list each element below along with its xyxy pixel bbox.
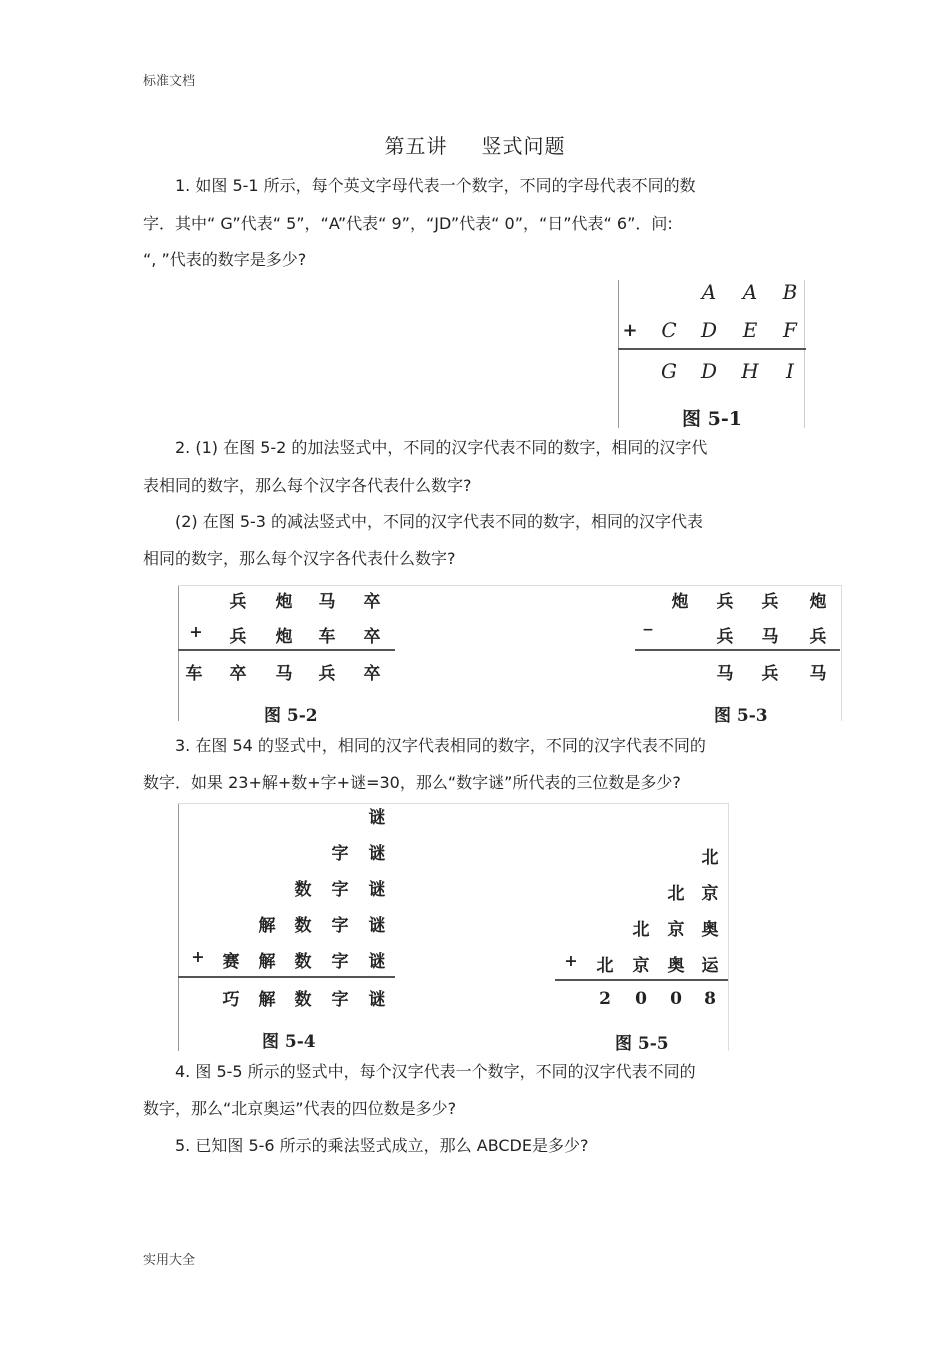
digit-cell: E xyxy=(742,318,758,342)
char-cell: 奥 xyxy=(667,956,685,976)
figure-border-right xyxy=(728,803,729,1051)
char-cell: 炮 xyxy=(275,627,293,647)
figure-border-left xyxy=(178,803,179,1051)
char-cell: 巧 xyxy=(222,990,240,1010)
char-cell: 数 xyxy=(294,952,312,972)
digit-cell: D xyxy=(700,359,718,383)
char-cell: 京 xyxy=(701,884,719,904)
problem-2-line-4: 相同的数字，那么每个汉字各代表什么数字? xyxy=(143,549,456,568)
char-cell: 炮 xyxy=(671,592,689,612)
plus-sign: + xyxy=(191,947,205,966)
figure-border-left xyxy=(178,585,179,721)
figure-5-2-5-3 xyxy=(178,585,842,726)
char-cell: 数 xyxy=(294,880,312,900)
figure-caption: 图 5-4 xyxy=(262,1032,316,1052)
digit-cell: I xyxy=(786,359,794,383)
figure-border-right xyxy=(841,585,842,721)
digit-cell: 0 xyxy=(635,989,647,1009)
figure-5-4-5-5 xyxy=(178,803,729,1054)
digit-cell: A xyxy=(701,280,717,304)
plus-sign: + xyxy=(564,951,578,970)
figure-border-top xyxy=(178,803,729,804)
page-title xyxy=(0,130,950,159)
char-cell: 兵 xyxy=(761,664,779,684)
minus-sign: − xyxy=(642,622,654,638)
char-cell: 京 xyxy=(632,956,650,976)
problem-4-line-1: 4. 图 5-5 所示的竖式中，每个汉字代表一个数字，不同的汉字代表不同的 xyxy=(175,1062,696,1081)
difference-line xyxy=(635,649,840,651)
char-cell: 卒 xyxy=(363,627,381,647)
char-cell: 字 xyxy=(331,990,349,1010)
digit-cell: G xyxy=(661,359,677,383)
problem-2-line-1: 2. (1) 在图 5-2 的加法竖式中，不同的汉字代表不同的数字，相同的汉字代 xyxy=(175,438,708,457)
char-cell: 马 xyxy=(809,664,827,684)
digit-cell: 2 xyxy=(599,989,611,1009)
char-cell: 兵 xyxy=(809,627,827,647)
char-cell: 炮 xyxy=(809,592,827,612)
problem-3-line-1: 3. 在图 54 的竖式中，相同的汉字代表相同的数字，不同的汉字代表不同的 xyxy=(175,736,706,755)
problem-5-line-1: 5. 已知图 5-6 所示的乘法竖式成立，那么 ABCDE是多少? xyxy=(175,1136,589,1155)
sum-line xyxy=(178,649,395,651)
char-cell: 字 xyxy=(331,844,349,864)
problem-3-line-2: 数字．如果 23+解+数+字+谜=30，那么“数字谜”所代表的三位数是多少? xyxy=(143,773,681,792)
char-cell: 解 xyxy=(258,916,276,936)
figure-caption: 图 5-1 xyxy=(682,408,742,430)
char-cell: 字 xyxy=(331,916,349,936)
char-cell: 京 xyxy=(667,920,685,940)
char-cell: 解 xyxy=(258,952,276,972)
char-cell: 北 xyxy=(632,920,650,940)
char-cell: 运 xyxy=(701,956,719,976)
figure-caption: 图 5-3 xyxy=(714,706,768,726)
char-cell: 北 xyxy=(667,884,685,904)
figure-border-top xyxy=(178,585,842,586)
figure-5-1 xyxy=(618,280,806,428)
figure-caption: 图 5-2 xyxy=(264,706,318,726)
title-part2: 竖式问题 xyxy=(481,134,566,158)
sum-line xyxy=(178,976,395,978)
char-cell: 数 xyxy=(294,990,312,1010)
char-cell: 车 xyxy=(318,627,336,647)
digit-cell: B xyxy=(782,280,798,304)
char-cell: 炮 xyxy=(275,592,293,612)
char-cell: 兵 xyxy=(229,627,247,647)
char-cell: 马 xyxy=(716,664,734,684)
char-cell: 兵 xyxy=(761,592,779,612)
page-header: 标准文档 xyxy=(143,74,196,89)
digit-cell: C xyxy=(661,318,677,342)
char-cell: 卒 xyxy=(363,664,381,684)
char-cell: 卒 xyxy=(363,592,381,612)
char-cell: 车 xyxy=(185,664,203,684)
char-cell: 马 xyxy=(318,592,336,612)
char-cell: 兵 xyxy=(229,592,247,612)
problem-2-line-3: (2) 在图 5-3 的减法竖式中，不同的汉字代表不同的数字，相同的汉字代表 xyxy=(175,512,704,531)
figure-caption: 图 5-5 xyxy=(615,1034,669,1054)
problem-1-line-1: 1. 如图 5-1 所示，每个英文字母代表一个数字，不同的字母代表不同的数 xyxy=(175,176,696,195)
problem-1-line-3: “, ”代表的数字是多少? xyxy=(143,250,307,269)
sum-line xyxy=(618,348,806,350)
char-cell: 谜 xyxy=(368,844,386,864)
char-cell: 兵 xyxy=(716,592,734,612)
problem-1-line-2: 字．其中“ G”代表“ 5”，“A”代表“ 9”，“JD”代表“ 0”，“日”代表“ 6”．问: xyxy=(143,214,673,233)
char-cell: 赛 xyxy=(222,952,240,972)
problem-2-line-2: 表相同的数字，那么每个汉字各代表什么数字? xyxy=(143,476,472,495)
char-cell: 奥 xyxy=(701,920,719,940)
char-cell: 谜 xyxy=(368,952,386,972)
char-cell: 兵 xyxy=(318,664,336,684)
char-cell: 字 xyxy=(331,952,349,972)
char-cell: 马 xyxy=(275,664,293,684)
char-cell: 谜 xyxy=(368,808,386,828)
char-cell: 卒 xyxy=(229,664,247,684)
digit-cell: D xyxy=(700,318,718,342)
plus-sign: + xyxy=(622,320,638,341)
char-cell: 兵 xyxy=(716,627,734,647)
page-footer: 实用大全 xyxy=(143,1253,196,1268)
char-cell: 字 xyxy=(331,880,349,900)
char-cell: 解 xyxy=(258,990,276,1010)
char-cell: 数 xyxy=(294,916,312,936)
problem-4-line-2: 数字，那么“北京奥运”代表的四位数是多少? xyxy=(143,1099,457,1118)
char-cell: 北 xyxy=(596,956,614,976)
digit-cell: 8 xyxy=(704,989,716,1009)
char-cell: 谜 xyxy=(368,880,386,900)
sum-line xyxy=(555,979,728,981)
figure-border-left xyxy=(618,280,619,428)
char-cell: 马 xyxy=(761,627,779,647)
plus-sign: + xyxy=(189,622,203,641)
digit-cell: F xyxy=(783,318,797,342)
title-part1: 第五讲 xyxy=(384,134,448,158)
char-cell: 北 xyxy=(701,848,719,868)
digit-cell: A xyxy=(742,280,758,304)
digit-cell: 0 xyxy=(670,989,682,1009)
digit-cell: H xyxy=(741,359,759,383)
char-cell: 谜 xyxy=(368,990,386,1010)
char-cell: 谜 xyxy=(368,916,386,936)
